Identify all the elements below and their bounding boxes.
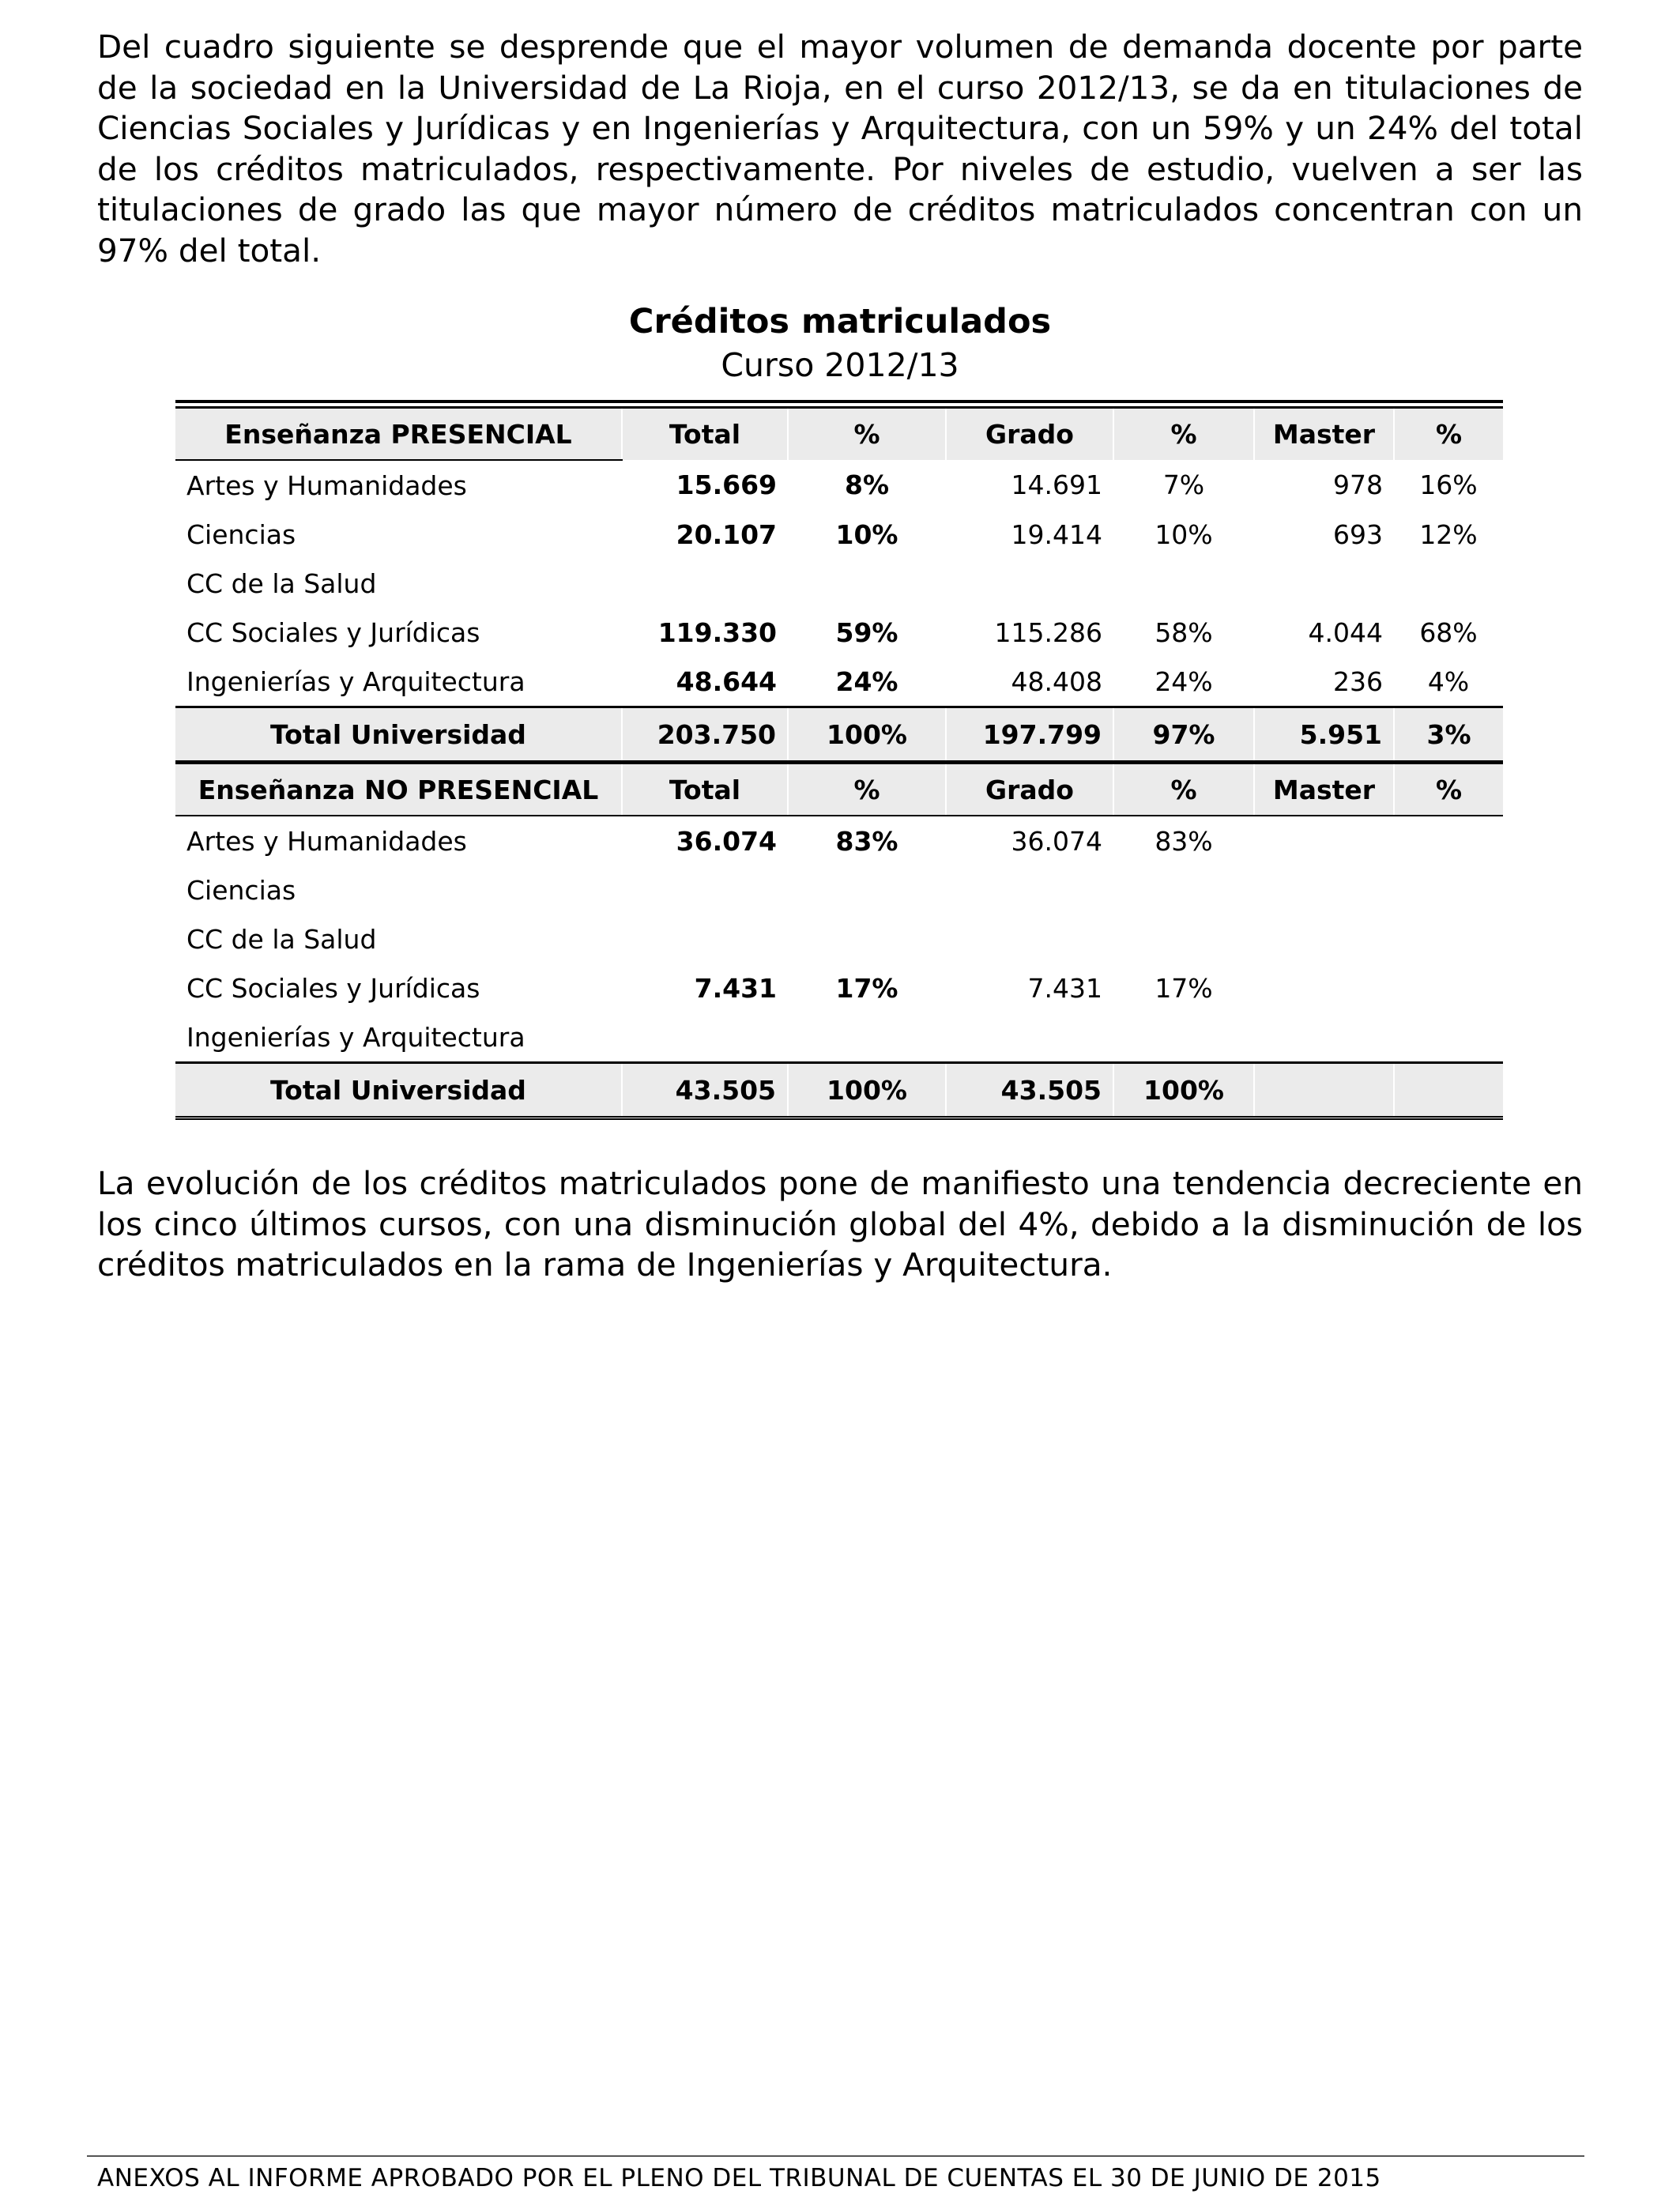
table-row xyxy=(175,657,1503,707)
total-master xyxy=(1254,1063,1394,1118)
row-pct: 59% xyxy=(835,616,898,648)
row-pct xyxy=(788,914,946,963)
header-grado-pct: % xyxy=(1113,408,1254,461)
row-grado-pct: 10% xyxy=(1155,518,1213,550)
row-master-pct: 4% xyxy=(1427,665,1470,697)
table-subtitle: Curso 2012/13 xyxy=(721,346,959,384)
row-area: Artes y Humanidades xyxy=(186,469,467,501)
header-grado: Grado xyxy=(946,408,1113,461)
table-row xyxy=(175,963,1503,1012)
row-pct: 10% xyxy=(835,518,898,550)
total-total: 43.505 xyxy=(622,1063,788,1118)
row-grado-pct xyxy=(1113,914,1254,963)
header-master: Master xyxy=(1254,763,1394,816)
row-total: 7.431 xyxy=(694,972,777,1004)
row-master xyxy=(1254,816,1394,865)
total-grado: 43.505 xyxy=(946,1063,1113,1118)
row-grado xyxy=(946,914,1113,963)
row-area: Ciencias xyxy=(186,518,296,550)
row-master-pct xyxy=(1394,816,1503,865)
header-total: Total xyxy=(622,408,788,461)
row-grado-pct xyxy=(1113,865,1254,914)
footer-divider xyxy=(87,2155,1584,2157)
header-master-pct: % xyxy=(1394,408,1503,461)
table-row xyxy=(175,608,1503,657)
row-master-pct: 12% xyxy=(1419,518,1478,550)
row-grado: 14.691 xyxy=(1011,469,1102,500)
row-grado: 115.286 xyxy=(994,616,1102,648)
total-row-presencial xyxy=(175,707,1503,763)
row-total xyxy=(622,914,788,963)
row-master-pct: 68% xyxy=(1419,616,1478,648)
total-total: 203.750 xyxy=(622,707,788,763)
total-label: Total Universidad xyxy=(175,707,622,763)
page-footer: ANEXOS AL INFORME APROBADO POR EL PLENO DEL TRIBUNAL DE CUENTAS EL 30 DE JUNIO DE 2015 xyxy=(97,2164,1381,2192)
table-row xyxy=(175,865,1503,914)
row-total: 48.644 xyxy=(676,665,777,697)
table-row xyxy=(175,1012,1503,1063)
table-row xyxy=(175,510,1503,559)
total-grado-pct: 100% xyxy=(1113,1063,1254,1118)
header-pct: % xyxy=(788,408,946,461)
row-pct: 24% xyxy=(835,665,898,697)
row-master xyxy=(1254,1012,1394,1063)
row-master-pct xyxy=(1394,1012,1503,1063)
row-total: 20.107 xyxy=(676,518,777,550)
total-pct: 100% xyxy=(788,707,946,763)
row-grado-pct: 7% xyxy=(1162,469,1205,500)
row-total: 36.074 xyxy=(676,825,777,857)
row-total: 119.330 xyxy=(657,616,777,648)
row-pct xyxy=(788,1012,946,1063)
row-master-pct: 16% xyxy=(1419,469,1478,500)
row-pct xyxy=(788,865,946,914)
row-master: 978 xyxy=(1333,469,1383,500)
row-master xyxy=(1254,914,1394,963)
row-master: 236 xyxy=(1333,665,1383,697)
row-master: 4.044 xyxy=(1308,616,1383,648)
section-label-presencial: Enseñanza PRESENCIAL xyxy=(175,408,622,461)
row-pct xyxy=(788,559,946,608)
table-row xyxy=(175,816,1503,865)
total-master-pct xyxy=(1394,1063,1503,1118)
row-area: Ciencias xyxy=(186,874,296,906)
total-pct: 100% xyxy=(788,1063,946,1118)
row-area: Artes y Humanidades xyxy=(186,825,467,857)
row-total xyxy=(622,559,788,608)
header-master: Master xyxy=(1254,408,1394,461)
total-master-pct: 3% xyxy=(1394,707,1503,763)
total-grado-pct: 97% xyxy=(1113,707,1254,763)
header-grado: Grado xyxy=(946,763,1113,816)
row-pct: 17% xyxy=(835,972,898,1004)
row-master: 693 xyxy=(1333,518,1383,550)
row-grado-pct: 24% xyxy=(1155,665,1213,697)
row-master xyxy=(1254,865,1394,914)
row-total: 15.669 xyxy=(676,469,777,500)
total-label: Total Universidad xyxy=(175,1063,622,1118)
header-row-presencial xyxy=(175,408,1503,461)
table-row xyxy=(175,460,1503,510)
outro-paragraph: La evolución de los créditos matriculados pone de manifiesto una tendencia decreciente en los cinco últimos cursos, con una disminución global del 4%, debido a la disminución de los créditos matriculados en la rama de Ingenierías y Arquitectura. xyxy=(97,1164,1583,1284)
row-area: Ingenierías y Arquitectura xyxy=(186,665,525,697)
row-grado-pct: 58% xyxy=(1155,616,1213,648)
header-master-pct: % xyxy=(1394,763,1503,816)
intro-paragraph: Del cuadro siguiente se desprende que el mayor volumen de demanda docente por parte de la sociedad en la Universidad de La Rioja, en el curso 2012/13, se da en titulaciones de Ciencias Sociales y Jurídicas y en Ingenierías y Arquitectura, con un 59% y un 24% del total de los créditos matriculados, respectivamente. Por niveles de estudio, vuelven a ser las titulaciones de grado las que mayor número de créditos matriculados concentran con un 97% del total. xyxy=(97,28,1583,270)
section-label-no-presencial: Enseñanza NO PRESENCIAL xyxy=(175,763,622,816)
header-total: Total xyxy=(622,763,788,816)
row-master-pct xyxy=(1394,559,1503,608)
row-grado xyxy=(946,559,1113,608)
credits-table xyxy=(175,400,1503,1120)
row-master xyxy=(1254,963,1394,1012)
row-grado xyxy=(946,865,1113,914)
row-area: CC Sociales y Jurídicas xyxy=(186,616,480,648)
row-grado-pct xyxy=(1113,1012,1254,1063)
row-grado: 48.408 xyxy=(1011,665,1102,697)
row-total xyxy=(622,865,788,914)
header-grado-pct: % xyxy=(1113,763,1254,816)
row-master xyxy=(1254,559,1394,608)
row-grado xyxy=(946,1012,1113,1063)
total-grado: 197.799 xyxy=(946,707,1113,763)
row-grado-pct: 83% xyxy=(1155,825,1213,857)
row-grado-pct xyxy=(1113,559,1254,608)
row-grado: 19.414 xyxy=(1011,518,1102,550)
row-master-pct xyxy=(1394,963,1503,1012)
table-row xyxy=(175,914,1503,963)
row-grado: 7.431 xyxy=(1027,972,1102,1004)
header-row-no-presencial xyxy=(175,763,1503,816)
row-area: Ingenierías y Arquitectura xyxy=(186,1021,525,1053)
row-total xyxy=(622,1012,788,1063)
row-area: CC Sociales y Jurídicas xyxy=(186,972,480,1004)
total-row-no-presencial xyxy=(175,1063,1503,1118)
total-master: 5.951 xyxy=(1254,707,1394,763)
header-pct: % xyxy=(788,763,946,816)
row-master-pct xyxy=(1394,914,1503,963)
table-title: Créditos matriculados xyxy=(628,302,1052,341)
row-area: CC de la Salud xyxy=(186,567,377,599)
row-grado: 36.074 xyxy=(1011,825,1102,857)
row-pct: 83% xyxy=(835,825,898,857)
table-row xyxy=(175,559,1503,608)
row-area: CC de la Salud xyxy=(186,923,377,955)
row-master-pct xyxy=(1394,865,1503,914)
row-grado-pct: 17% xyxy=(1155,972,1213,1004)
row-pct: 8% xyxy=(844,469,890,500)
